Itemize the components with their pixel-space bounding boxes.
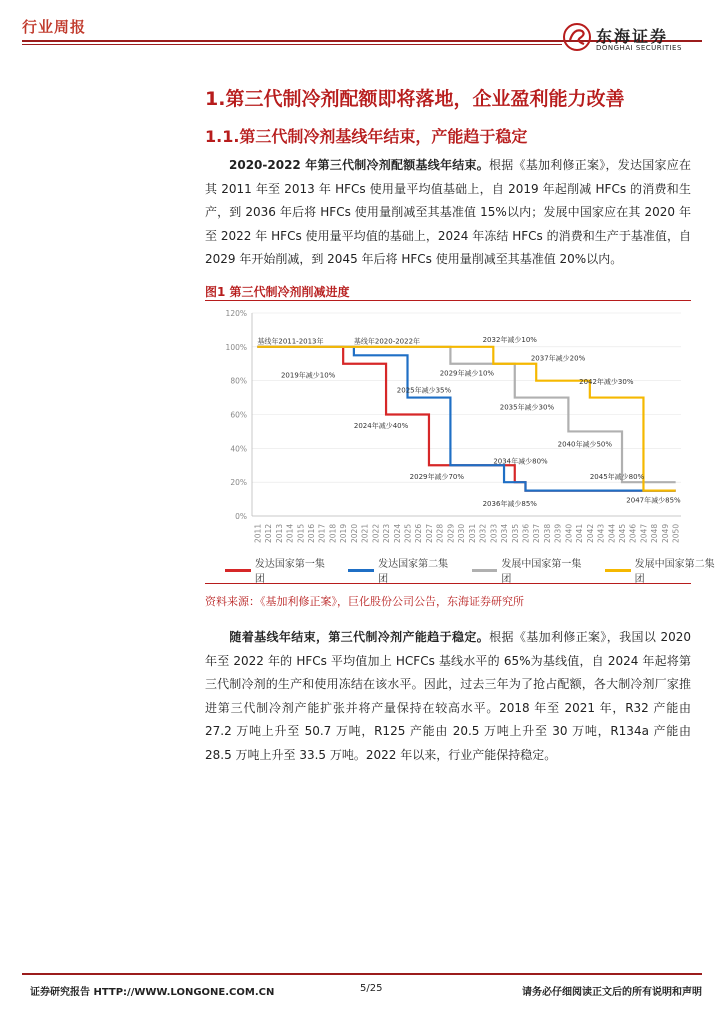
x-tick-label: 2033 <box>489 523 499 543</box>
x-tick-label: 2023 <box>382 523 392 543</box>
chart-annotation: 基线年2011-2013年 <box>257 337 324 346</box>
x-tick-label: 2016 <box>306 523 316 543</box>
x-tick-label: 2039 <box>553 523 563 543</box>
y-tick-label: 40% <box>230 444 247 454</box>
logo-cn-text: 东海证券 <box>596 27 669 46</box>
paragraph-1 <box>205 154 691 272</box>
x-tick-label: 2047 <box>639 523 649 543</box>
x-tick-label: 2013 <box>274 523 284 543</box>
dragon-logo-icon <box>562 22 592 52</box>
y-tick-label: 80% <box>230 376 247 386</box>
x-tick-label: 2032 <box>478 523 488 543</box>
figure-bottom-rule <box>205 583 691 584</box>
x-tick-label: 2046 <box>628 523 638 543</box>
x-tick-label: 2037 <box>532 523 542 543</box>
subsection-heading: 1.1.第三代制冷剂基线年结束，产能趋于稳定 <box>205 127 528 146</box>
x-tick-label: 2043 <box>596 523 606 543</box>
chart-annotation: 2025年减少35% <box>396 386 452 395</box>
x-tick-label: 2024 <box>392 523 402 543</box>
chart-annotation: 2042年减少30% <box>579 378 634 387</box>
x-tick-label: 2012 <box>264 523 274 543</box>
chart-annotation: 2029年减少70% <box>409 472 465 481</box>
legend-item-g1 <box>472 555 591 585</box>
paragraph-2 <box>205 626 691 767</box>
legend-label: 发达国家第二集团 <box>378 559 449 585</box>
paragraph-1-body: 根据《基加利修正案》，发达国家应在其 2011 年至 2013 年 HFCs 使用量平均值基础上，自 2019 年起削减 HFCs 的消费和生产，到 2036 年后将 HFCs 使用量削减至其基准值 15%以内；发展中国家应在其 2020 年至 2022 年 HFCs 使用量平均值的基础上，2024 年冻结 HFCs 的消费和生产于基准值，自 2029 年开始削减，到 2045 年后将 HFCs 使用量削减至其基准值 20%以内。 <box>205 158 691 266</box>
x-tick-label: 2020 <box>349 523 359 543</box>
x-tick-label: 2035 <box>510 523 520 543</box>
chart-annotation: 2032年减少10% <box>482 335 537 344</box>
x-tick-label: 2034 <box>500 523 510 543</box>
chart-annotation: 2040年减少50% <box>557 440 613 449</box>
x-tick-label: 2044 <box>607 523 617 543</box>
chart-annotation: 2024年减少40% <box>353 422 409 431</box>
x-tick-label: 2036 <box>521 523 531 543</box>
paragraph-2-lead: 随着基线年结束，第三代制冷剂产能趋于稳定。 <box>229 630 490 644</box>
footer-website: 证券研究报告 HTTP://WWW.LONGONE.COM.CN <box>30 987 275 998</box>
chart-annotation: 2036年减少85% <box>482 499 537 508</box>
legend-item-g2 <box>605 555 724 585</box>
chart-annotation: 2037年减少20% <box>530 354 586 363</box>
header-rule-thin <box>22 44 562 45</box>
x-tick-label: 2019 <box>339 523 349 543</box>
x-tick-label: 2042 <box>585 523 595 543</box>
report-type-tag: 行业周报 <box>22 18 87 36</box>
chart-annotation: 2035年减少30% <box>499 403 555 412</box>
y-tick-label: 0% <box>235 512 247 521</box>
reduction-chart <box>205 300 691 550</box>
series-line-2 <box>257 347 675 491</box>
x-tick-label: 2025 <box>403 523 413 543</box>
series-line-1 <box>257 347 675 491</box>
x-tick-label: 2027 <box>424 523 434 543</box>
y-tick-label: 60% <box>230 410 247 420</box>
x-tick-label: 2029 <box>446 523 456 543</box>
legend-label: 发展中国家第一集团 <box>501 559 582 585</box>
x-tick-label: 2048 <box>650 523 660 543</box>
x-tick-label: 2022 <box>371 523 381 543</box>
x-tick-label: 2018 <box>328 523 338 543</box>
x-tick-label: 2014 <box>285 523 295 543</box>
x-tick-label: 2015 <box>296 523 306 543</box>
chart-annotation: 2034年减少80% <box>493 457 548 466</box>
x-tick-label: 2026 <box>414 523 424 543</box>
x-tick-label: 2030 <box>457 523 467 543</box>
section-heading: 1.第三代制冷剂配额即将落地，企业盈利能力改善 <box>205 88 625 110</box>
legend-label: 发达国家第一集团 <box>254 559 325 585</box>
chart-annotation: 2047年减少85% <box>626 496 681 505</box>
y-tick-label: 20% <box>230 478 247 488</box>
x-tick-label: 2050 <box>671 523 681 543</box>
x-tick-label: 2041 <box>575 523 585 543</box>
legend-label: 发展中国家第二集团 <box>634 559 715 585</box>
x-tick-label: 2017 <box>317 523 327 543</box>
chart-legend <box>225 555 724 585</box>
figure-title: 图1 第三代制冷剂削减进度 <box>205 285 350 299</box>
page-number: 5/25 <box>360 983 383 994</box>
figure-source: 资料来源：《基加利修正案》，巨化股份公司公告，东海证券研究所 <box>205 595 524 608</box>
chart-annotation: 2019年减少10% <box>280 371 336 380</box>
y-tick-label: 120% <box>225 309 247 318</box>
x-tick-label: 2011 <box>253 523 263 543</box>
chart-annotation: 基线年2020-2022年 <box>353 337 421 346</box>
company-logo <box>562 22 702 56</box>
footer-disclaimer: 请务必仔细阅读正文后的所有说明和声明 <box>522 987 702 998</box>
legend-item-dev2 <box>348 555 457 585</box>
logo-en-text: DONGHAI SECURITIES <box>596 44 682 52</box>
x-tick-label: 2049 <box>660 523 670 543</box>
x-tick-label: 2045 <box>618 523 628 543</box>
series-line-4 <box>257 347 675 491</box>
x-tick-label: 2038 <box>542 523 552 543</box>
legend-item-dev1 <box>225 555 334 585</box>
chart-annotation: 2029年减少10% <box>439 369 495 378</box>
paragraph-1-lead: 2020-2022 年第三代制冷剂配额基线年结束。 <box>229 158 489 172</box>
y-tick-label: 100% <box>225 342 247 352</box>
x-tick-label: 2021 <box>360 523 370 543</box>
x-tick-label: 2031 <box>467 523 477 543</box>
footer-rule <box>22 973 702 975</box>
paragraph-2-body: 根据《基加利修正案》，我国以 2020 年至 2022 年的 HFCs 平均值加上 HCFCs 基线水平的 65%为基线值，自 2024 年起将第三代制冷剂的生产和使用冻结在该水平。因此，过去三年为了抢占配额，各大制冷剂厂家推进第三代制冷剂产能扩张并将产量保持在较高水平。2018 年至 2021 年，R32 产能由 27.2 万吨上升至 50.7 万吨，R125 产能由 20.5 万吨上升至 30 万吨，R134a 产能由 28.5 万吨上升至 33.5 万吨。2022 年以来，行业产能保持稳定。 <box>205 630 691 762</box>
x-tick-label: 2028 <box>435 523 445 543</box>
x-tick-label: 2040 <box>564 523 574 543</box>
chart-annotation: 2045年减少80% <box>589 472 645 481</box>
